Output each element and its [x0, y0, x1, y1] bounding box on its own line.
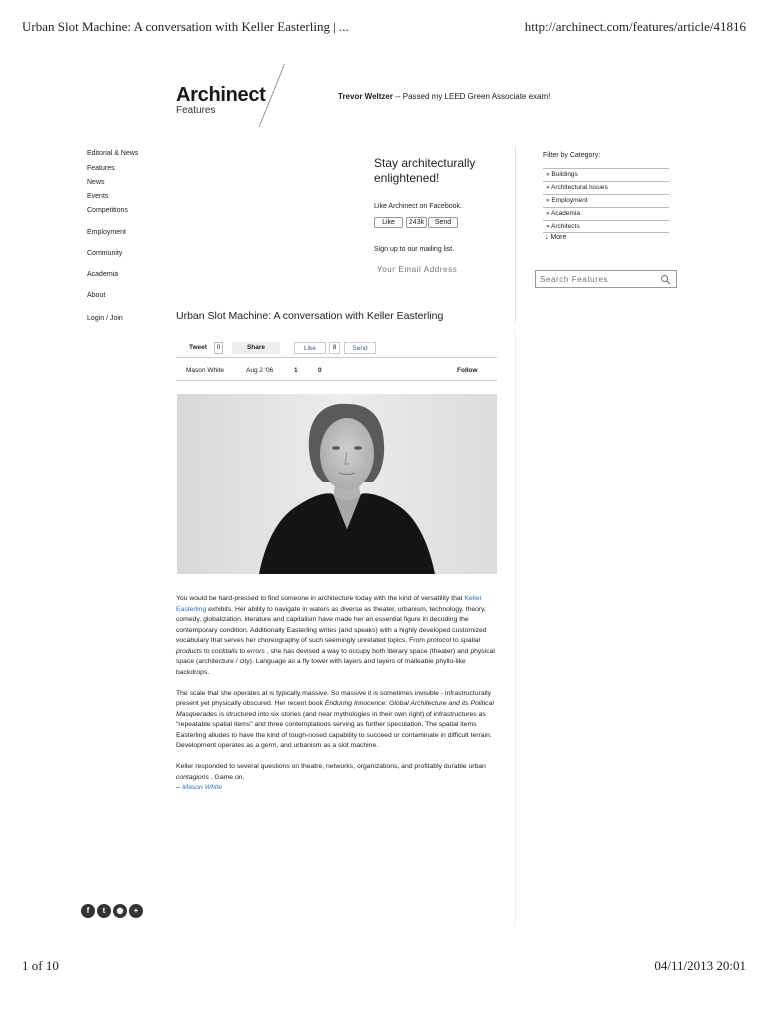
filter-title: Filter by Category:	[543, 152, 601, 159]
nav-news[interactable]: News	[87, 179, 105, 186]
author-name[interactable]: Mason White	[186, 367, 224, 374]
search-icon[interactable]	[660, 274, 671, 285]
email-input[interactable]	[377, 263, 487, 275]
p2-text-b: is structured into six stories (and near mythologies in their own right) of infrastructures as "repeatable spatial items" and three contemplations serving as further speculation. The spatial items Easterling alludes to have the kind of tough-nosed capability to succeed or contaminate in difficult terrain. Development operates as a germ, and urbanism as a slot machine.	[176, 710, 492, 749]
nav-features[interactable]: Features	[87, 165, 115, 172]
print-page-number: 1 of 10	[22, 958, 59, 973]
search-input[interactable]	[540, 274, 658, 285]
p1-text-b: exhibits. Her ability to navigate in waters as diverse as theater, urbanism, technology, theory, comedy, globalization, literature and capitalism have made her an essential figure in decoding the contemporary condition. Additionally Easterling writes (and speaks) with a highly developed customized vocabulary that serves her choreography of such seemingly unrelated topics. From	[176, 605, 487, 644]
logo-sub-text: Features	[176, 105, 216, 116]
more-categories-link[interactable]: ↓ More	[545, 234, 567, 241]
signature-prefix: --	[176, 784, 183, 791]
print-page-title: Urban Slot Machine: A conversation with Keller Easterling | ...	[22, 19, 349, 34]
p2-em-book-title: Enduring Innocence: Global Architecture and its Political Masquerades	[176, 700, 494, 718]
portrait-image	[177, 394, 497, 574]
mailing-list-text: Sign up to our mailing list.	[374, 246, 455, 253]
p1-em-errors: errors	[247, 647, 265, 655]
facebook-like-count: 243k	[406, 217, 427, 228]
facebook-send-button[interactable]: Send	[428, 217, 458, 228]
column-divider	[515, 147, 516, 323]
filter-architects[interactable]: » Architects	[543, 220, 669, 233]
paragraph-3	[176, 762, 498, 794]
filter-buildings[interactable]: » Buildings	[543, 168, 669, 181]
print-page-url: http://archinect.com/features/article/41816	[524, 19, 746, 34]
logo-main-text: Archinect	[176, 84, 266, 106]
send-button[interactable]: Send	[344, 342, 376, 354]
filter-employment[interactable]: » Employment	[543, 194, 669, 207]
nav-academia[interactable]: Academia	[87, 271, 119, 278]
nav-competitions[interactable]: Competitions	[87, 207, 128, 214]
search-features-box	[535, 270, 677, 288]
post-date: Aug 2 '06	[246, 367, 274, 374]
signature-link[interactable]: Mason White	[182, 784, 223, 791]
nav-about[interactable]: About	[87, 292, 106, 299]
like-count: 8	[329, 342, 340, 354]
facebook-like-text: Like Archinect on Facebook.	[374, 203, 462, 210]
meta-count-a[interactable]: 1	[294, 367, 298, 374]
article-title: Urban Slot Machine: A conversation with Keller Easterling	[176, 310, 444, 322]
p1-text-e: to	[237, 647, 248, 655]
article-photo	[177, 394, 497, 574]
p3-text-a: Keller responded to several questions on theatre, networks, organizations, and profitably durable urban	[176, 763, 486, 770]
follow-button[interactable]: Follow	[457, 367, 478, 374]
article-meta	[176, 365, 497, 381]
rss-icon[interactable]: ◉	[113, 904, 127, 918]
filter-academia[interactable]: » Academia	[543, 207, 669, 220]
nav-events[interactable]: Events	[87, 193, 109, 200]
meta-count-b[interactable]: 0	[318, 367, 322, 374]
tweet-count: 0	[214, 342, 223, 354]
paragraph-1	[176, 594, 498, 678]
ticker-user[interactable]: Trevor Weltzer	[338, 92, 393, 101]
column-divider-lower	[515, 330, 516, 926]
share-bar	[176, 340, 497, 358]
p1-em-protocol: protocol	[426, 637, 452, 644]
facebook-icon[interactable]: f	[81, 904, 95, 918]
facebook-like-button[interactable]: Like	[374, 217, 403, 228]
p1-text-f: , she has devised a way to occupy both literary space (theater) and physical space (architecture / city). Language as a fly tower with layers and layers of malleable phyllo-like backdrops.	[176, 647, 495, 676]
article-body	[176, 594, 498, 804]
newsletter-headline: Stay architecturally enlightened!	[374, 156, 476, 185]
like-button[interactable]: Like	[294, 342, 326, 354]
p1-em-spatial-products: spatial products	[176, 637, 481, 655]
nav-employment[interactable]: Employment	[87, 229, 126, 236]
p3-em-contagions: contagions	[176, 773, 209, 781]
ticker-message: -- Passed my LEED Green Associate exam!	[392, 92, 551, 101]
p1-text-a: You would be hard-pressed to find someone in architecture today with the kind of versatility that	[176, 595, 465, 602]
p1-em-cocktails: cocktails	[211, 647, 238, 655]
p2-text-a: The scale that she operates at is typically massive. So massive it is sometimes invisible - infrastructurally present yet physically obscured. Her recent book	[176, 689, 492, 707]
p3-text-b: . Game on.	[208, 773, 245, 781]
nav-editorial-news[interactable]: Editorial & News	[87, 150, 139, 157]
plus-icon[interactable]: +	[129, 904, 143, 918]
share-button[interactable]: Share	[232, 342, 280, 354]
tweet-button[interactable]: Tweet	[189, 344, 207, 351]
print-datetime: 04/11/2013 20:01	[654, 958, 746, 973]
archinect-logo[interactable]	[176, 84, 266, 116]
activity-ticker[interactable]	[338, 92, 550, 101]
paragraph-2	[176, 689, 498, 752]
p1-text-d: to	[202, 647, 212, 655]
nav-community[interactable]: Community	[87, 250, 123, 257]
nav-login-join[interactable]: Login / Join	[87, 315, 123, 322]
p1-text-c: to	[451, 637, 461, 644]
filter-architectural-issues[interactable]: » Architectural Issues	[543, 181, 669, 194]
keller-easterling-link[interactable]: Keller Easterling	[176, 595, 482, 613]
twitter-icon[interactable]: t	[97, 904, 111, 918]
